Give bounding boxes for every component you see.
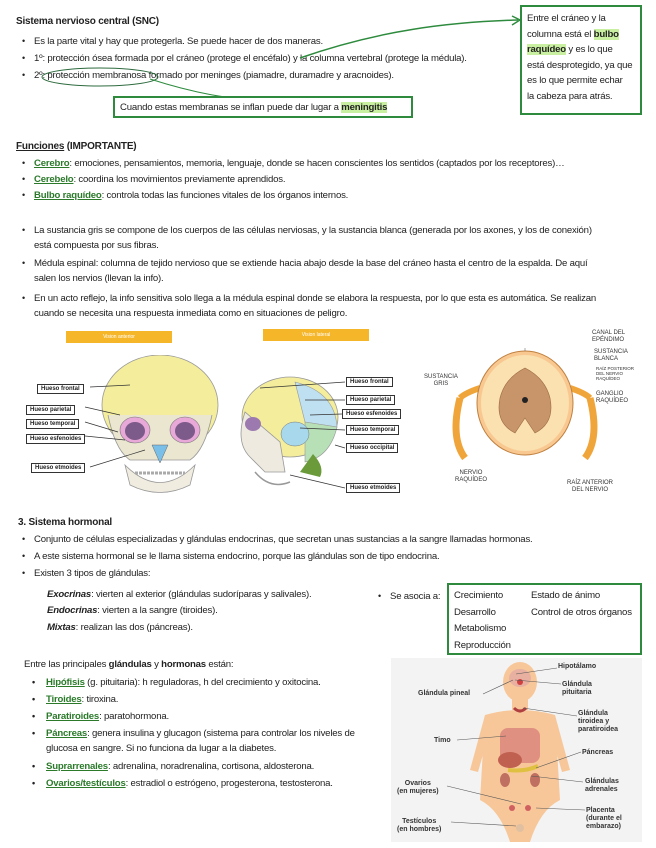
bullet: •: [378, 591, 382, 601]
caption-pancreas: Páncreas: [582, 749, 614, 756]
glandula-hipofisis: Hipófisis (g. pituitaria): h reguladoras, h del crecimiento y oxitocina.: [46, 677, 321, 688]
bullet: •: [22, 36, 26, 46]
label-hueso-esfenoides: Hueso esfenoides: [26, 434, 85, 444]
label-lat-hueso-frontal: Hueso frontal: [346, 377, 393, 387]
glandula-endocrinas: Endocrinas: vierten a la sangre (tiroides).: [47, 605, 218, 616]
bullet: •: [22, 53, 26, 63]
label-lat-hueso-etmoides: Hueso etmoides: [346, 483, 400, 493]
bullet: •: [32, 711, 36, 721]
bullet: •: [32, 694, 36, 704]
bullet: •: [22, 258, 26, 268]
vision-anterior-bar: Vision anterior: [66, 331, 172, 343]
caption-ganglio-raquideo: GANGLIO RAQUÍDEO: [596, 391, 629, 404]
caption-pineal: Glándula pineal: [418, 690, 471, 697]
bullet: •: [22, 158, 26, 168]
caption-sustancia-gris: SUSTANCIA GRIS: [424, 374, 458, 387]
sustancia-gris-text-2: está compuesta por sus fibras.: [34, 240, 159, 251]
sustancia-gris-text: La sustancia gris se compone de los cuerpos de las células nerviosas, y la sustancia blanca (generada por los axones, y los de conexión): [34, 225, 592, 236]
meningitis-box: Cuando estas membranas se inflan puede dar lugar a meningitis: [113, 96, 413, 118]
medula-text: Médula espinal: columna de tejido nervioso que se extiende hacia abajo desde la base del cráneo hasta el centro de la espalda. De aquí: [34, 258, 588, 269]
bullet: •: [22, 534, 26, 544]
label-lat-hueso-parietal: Hueso parietal: [346, 395, 395, 405]
caption-raiz-anterior: RAÍZ ANTERIOR DEL NERVIO: [567, 480, 614, 493]
glandula-suprarrenales: Suprarrenales: adrenalina, noradrenalina, cortisona, aldosterona.: [46, 761, 315, 772]
snc-line-2: 1º: protección ósea formada por el cráneo (protege el encéfalo) y la columna vertebral (protege la médula).: [34, 53, 467, 64]
medula-text-2: salen los nervios (llevan la info).: [34, 273, 164, 284]
label-lat-hueso-temporal: Hueso temporal: [346, 425, 399, 435]
glandulas-intro: Entre las principales glándulas y hormonas están:: [24, 659, 234, 670]
glandula-exocrinas: Exocrinas: vierten al exterior (glándulas sudoríparas y salivales).: [47, 589, 312, 600]
caption-hipotalamo: Hipotálamo: [558, 663, 597, 670]
bullet: •: [22, 225, 26, 235]
caption-canal-ependimo: CANAL DEL EPÉNDIMO: [592, 330, 626, 343]
endocrine-leader-lines: [391, 658, 642, 842]
asocia-box: Crecimiento Desarrollo Metabolismo Reproducción Estado de ánimo Control de otros órganos: [447, 583, 642, 655]
hormonal-line-3: Existen 3 tipos de glándulas:: [34, 568, 151, 579]
glandula-ovarios-testiculos: Ovarios/testículos: estradiol o estrógeno, progesterona, testosterona.: [46, 778, 333, 789]
bullet: •: [22, 190, 26, 200]
hormonal-line-2: A este sistema hormonal se le llama sistema endocrino, porque las glándulas son de tipo endocrina.: [34, 551, 440, 562]
vision-lateral-bar: Vision lateral: [263, 329, 369, 341]
bullet: •: [22, 293, 26, 303]
glandula-pancreas-2: glucosa en sangre. Si no funciona da lugar a la diabetes.: [46, 743, 277, 754]
funciones-item-cerebro: Cerebro: emociones, pensamientos, memoria, lenguaje, donde se hacen conscientes los sentidos (captados por los receptores)…: [34, 158, 565, 169]
bullet: •: [32, 761, 36, 771]
label-hueso-parietal: Hueso parietal: [26, 405, 75, 415]
funciones-title: Funciones (IMPORTANTE): [16, 141, 137, 152]
snc-line-1: Es la parte vital y hay que protegerla. Se puede hacer de dos maneras.: [34, 36, 323, 47]
label-lat-hueso-occipital: Hueso occipital: [346, 443, 398, 453]
caption-ovarios: Ovarios (en mujeres): [397, 780, 439, 795]
snc-line-3: 2º: protección membranosa formado por meninges (piamadre, duramadre y aracnoides).: [34, 70, 394, 81]
side-leader-lines: [250, 370, 350, 490]
se-asocia-label: Se asocia a:: [390, 591, 441, 602]
bullet: •: [32, 677, 36, 687]
caption-timo: Timo: [434, 737, 451, 744]
bullet: •: [32, 778, 36, 788]
bullet: •: [22, 551, 26, 561]
front-leader-lines: [0, 370, 230, 480]
snc-title: Sistema nervioso central (SNC): [16, 16, 159, 27]
glandula-mixtas: Mixtas: realizan las dos (páncreas).: [47, 622, 193, 633]
caption-placenta: Placenta (durante el embarazo): [586, 807, 622, 830]
bullet: •: [32, 728, 36, 738]
label-lat-hueso-esfenoides: Hueso esfenoides: [342, 409, 401, 419]
glandula-paratiroides: Paratiroides: paratohormona.: [46, 711, 169, 722]
reflejo-text: En un acto reflejo, la info sensitiva solo llega a la médula espinal donde se elabora la respuesta, por lo que esta es automática. Se realizan: [34, 293, 596, 304]
glandula-tiroides: Tiroides: tiroxina.: [46, 694, 119, 705]
hormonal-line-1: Conjunto de células especializadas y glándulas endocrinas, que secretan unas sustancias a la sangre llamadas hormonas.: [34, 534, 533, 545]
label-hueso-etmoides: Hueso etmoides: [31, 463, 85, 473]
funciones-item-cerebelo: Cerebelo: coordina los movimientos previamente aprendidos.: [34, 174, 286, 185]
caption-nervio-raquideo: NERVIO RAQUÍDEO: [455, 470, 488, 483]
hormonal-title: 3. Sistema hormonal: [18, 517, 113, 528]
bullet: •: [22, 174, 26, 184]
caption-testiculos: Testículos (en hombres): [397, 818, 442, 833]
caption-raiz-posterior: RAÍZ POSTERIOR DEL NERVIO RAQUÍDEO: [596, 366, 635, 381]
funciones-item-bulbo: Bulbo raquídeo: controla todas las funciones vitales de los órganos internos.: [34, 190, 349, 201]
label-hueso-temporal: Hueso temporal: [26, 419, 79, 429]
label-hueso-frontal: Hueso frontal: [37, 384, 84, 394]
bullet: •: [22, 70, 26, 80]
glandula-pancreas: Páncreas: genera insulina y glucagon (sistema para controlar los niveles de: [46, 728, 355, 739]
bullet: •: [22, 568, 26, 578]
caption-tiroidea: Glándula tiroidea y paratiroidea: [578, 710, 619, 733]
bulbo-note-box: Entre el cráneo y la columna está el bulbo raquídeo y es lo que está desprotegido, ya que es lo que permite echar la cabeza para atrás.: [520, 5, 642, 115]
caption-pituitaria: Glándula pituitaria: [562, 681, 592, 696]
caption-sustancia-blanca: SUSTANCIA BLANCA: [594, 349, 628, 362]
caption-adrenales: Glándulas adrenales: [585, 778, 619, 793]
reflejo-text-2: cuando se necesita una respuesta inmediata como en situaciones de peligro.: [34, 308, 348, 319]
